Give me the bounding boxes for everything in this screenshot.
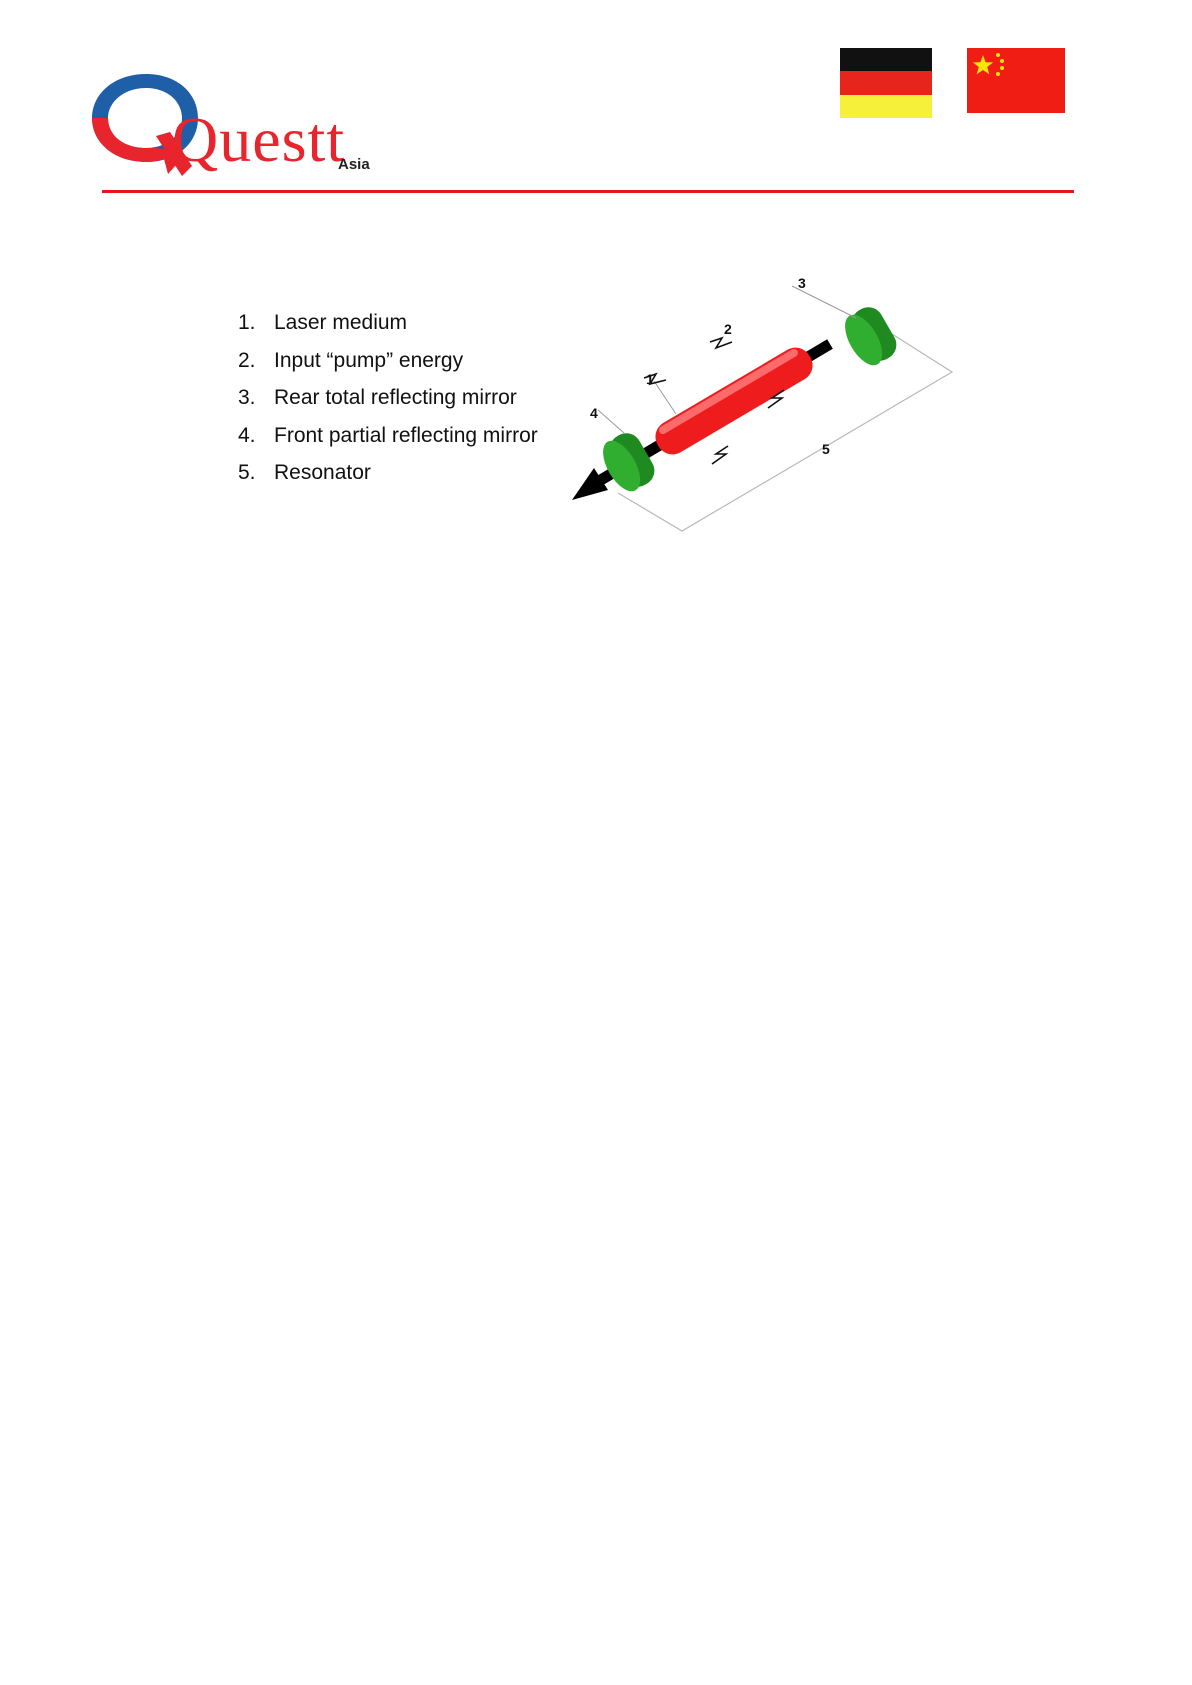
- header-divider: [102, 190, 1074, 193]
- logo-subtitle: Asia: [338, 156, 370, 173]
- germany-flag-icon[interactable]: [840, 48, 932, 118]
- china-flag-icon[interactable]: [967, 48, 1065, 113]
- diagram-label-5: 5: [822, 441, 830, 457]
- flag-stripe: [840, 48, 932, 71]
- legend-number: 4.: [238, 423, 256, 447]
- leader-line: [654, 381, 676, 414]
- diagram-label-3: 3: [798, 275, 806, 291]
- legend-number: 2.: [238, 348, 256, 372]
- diagram-label-1: 1: [646, 371, 654, 387]
- legend-text: Laser medium: [274, 311, 408, 334]
- diagram-label-2: 2: [724, 321, 732, 337]
- legend-item: [238, 349, 538, 387]
- diagram-label-4: 4: [590, 405, 598, 421]
- flag-stripe: [840, 71, 932, 94]
- legend-text: Front partial reflecting mirror: [274, 423, 538, 447]
- legend-text: Resonator: [274, 461, 371, 484]
- legend-text: Rear total reflecting mirror: [274, 386, 517, 409]
- leader-line: [598, 410, 624, 433]
- legend-list: [238, 311, 538, 499]
- legend-item: [238, 461, 538, 499]
- logo-wordmark: Questt: [172, 104, 346, 175]
- legend-number: 3.: [238, 386, 256, 409]
- legend-item: [238, 424, 538, 462]
- legend-item: [238, 386, 538, 424]
- legend-number: 1.: [238, 311, 256, 334]
- questt-logo: [86, 66, 396, 178]
- legend-item: [238, 311, 538, 349]
- laser-medium: [650, 342, 819, 461]
- legend-number: 5.: [238, 461, 256, 484]
- rear-mirror: [837, 302, 901, 371]
- flag-stripe: [840, 95, 932, 118]
- legend-text: Input “pump” energy: [274, 348, 464, 372]
- laser-diagram: [572, 268, 962, 540]
